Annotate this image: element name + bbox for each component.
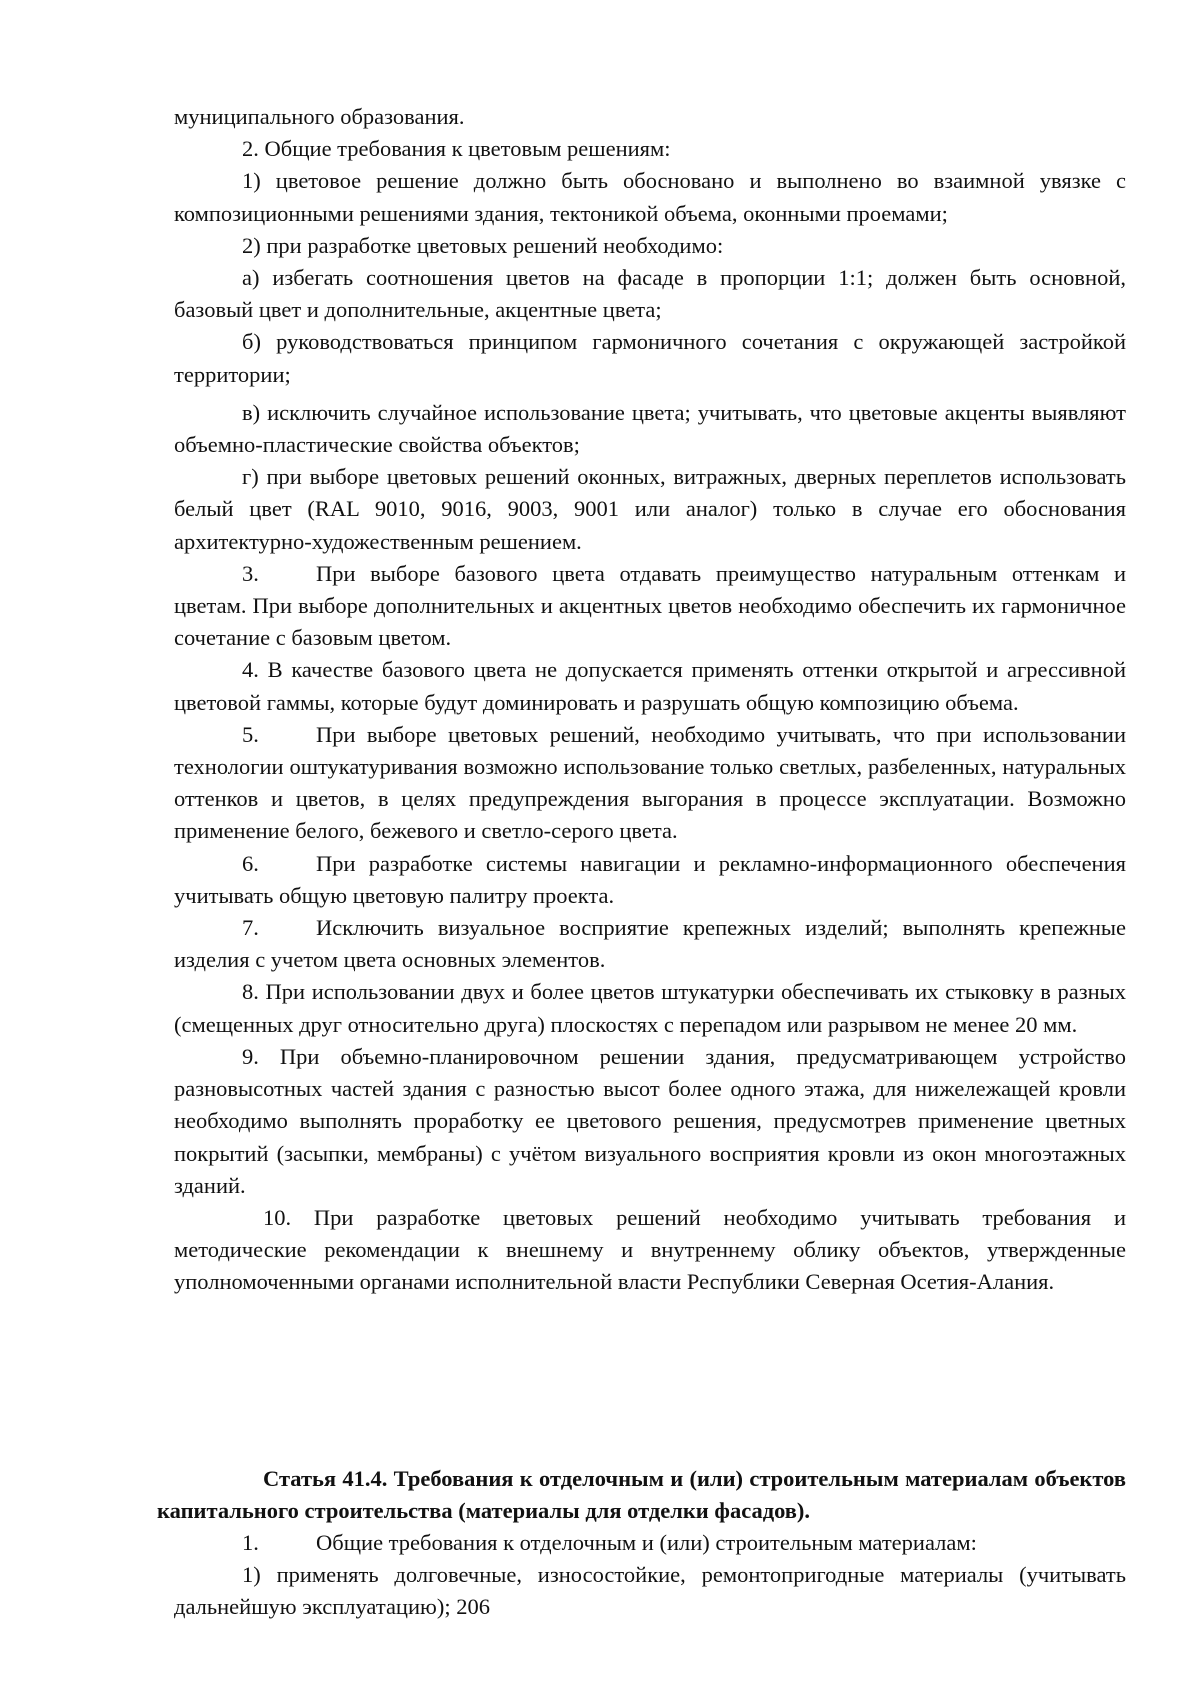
item-3-text: При выборе базового цвета отдавать преимущество натуральным оттенкам и цветам. При выборе дополнительных и акцентных цветов необходимо обеспечить их гармоничное сочетание с базовым цветом. (174, 560, 1126, 651)
article-heading-block (157, 1463, 1126, 1527)
page-number: 206 (456, 1594, 490, 1620)
paragraph-item-8: 8. При использовании двух и более цветов штукатурки обеспечивать их стыковку в разных (смещенных друг относительно друга) плоскостях с перепадом или разрывом не менее 20 мм. (174, 979, 1126, 1037)
paragraph-item-10: 10. При разработке цветовых решений необходимо учитывать требования и методические рекомендации к внешнему и внутреннему облику объектов, утвержденные уполномоченными органами исполнительной власти Республики Северная Осетия-Алания. (174, 1204, 1126, 1295)
item-5-number: 5. (242, 721, 259, 747)
paragraph-item-4: 4. В качестве базового цвета не допускается применять оттенки открытой и агрессивной цветовой гаммы, которые будут доминировать и разрушать общую композицию объема. (174, 657, 1126, 715)
paragraph-color-2g: г) при выборе цветовых решений оконных, витражных, дверных переплетов использовать белый цвет (RAL 9010, 9016, 9003, 9001 или аналог) только в случае его обоснования архитектурно-художественным решением. (174, 464, 1126, 554)
article-item-1-number: 1. (242, 1530, 259, 1555)
item-6-number: 6. (242, 850, 259, 876)
paragraph-color-2v: в) исключить случайное использование цвета; учитывать, что цветовые акценты выявляют объемно-пластические свойства объектов; (174, 399, 1126, 458)
paragraph-color-1: 1) цветовое решение должно быть обосновано и выполнено во взаимной увязке с композиционными решениями здания, тектоникой объема, оконными проемами; (174, 168, 1126, 226)
article-body (174, 1527, 1126, 1624)
item-6-text: При разработке системы навигации и рекламно-информационного обеспечения учитывать общую цветовую палитру проекта. (174, 850, 1126, 908)
paragraph-color-2b: б) руководствоваться принципом гармоничного сочетания с окружающей застройкой территории; (174, 329, 1126, 387)
article-item-1-1-text: 1) применять долговечные, износостойкие, ремонтопригодные материалы (учитывать дальнейшую эксплуатацию); (174, 1562, 1126, 1620)
article-item-1 (174, 1527, 1126, 1559)
paragraph-item-6 (174, 848, 1126, 912)
paragraph-color-2: 2) при разработке цветовых решений необходимо: (242, 232, 724, 258)
item-7-number: 7. (242, 915, 259, 941)
paragraph-color-requirements-heading: 2. Общие требования к цветовым решениям: (242, 136, 671, 162)
document-body (174, 101, 1126, 1299)
article-heading: Статья 41.4. Требования к отделочным и (или) строительным материалам объектов капитального строительства (материалы для отделки фасадов). (157, 1466, 1126, 1523)
paragraph-item-9: 9. При объемно-планировочном решении здания, предусматривающем устройство разновысотных частей здания с разностью высот более одного этажа, для нижележащей кровли необходимо выполнять проработку ее цветового решения, предусмотрев применение цветных покрытий (засыпки, мембраны) с учётом визуального восприятия кровли из окон многоэтажных зданий. (174, 1043, 1126, 1198)
paragraph-color-2a: а) избегать соотношения цветов на фасаде в пропорции 1:1; должен быть основной, базовый цвет и дополнительные, акцентные цвета; (174, 265, 1126, 323)
paragraph-item-3 (174, 558, 1126, 655)
article-item-1-1 (174, 1559, 1126, 1623)
paragraph-item-5 (174, 719, 1126, 848)
item-3-number: 3. (242, 560, 259, 586)
item-5-text: При выборе цветовых решений, необходимо учитывать, что при использовании технологии оштукатуривания возможно использование только светлых, разбеленных, натуральных оттенков и цветов, в целях предупреждения выгорания в процессе эксплуатации. Возможно применение белого, бежевого и светло-серого цвета. (174, 721, 1126, 844)
paragraph-item-7 (174, 912, 1126, 976)
paragraph-continuation: муниципального образования. (174, 104, 465, 129)
article-item-1-text: Общие требования к отделочным и (или) строительным материалам: (316, 1530, 977, 1555)
item-7-text: Исключить визуальное восприятие крепежных изделий; выполнять крепежные изделия с учетом цвета основных элементов. (174, 915, 1126, 973)
